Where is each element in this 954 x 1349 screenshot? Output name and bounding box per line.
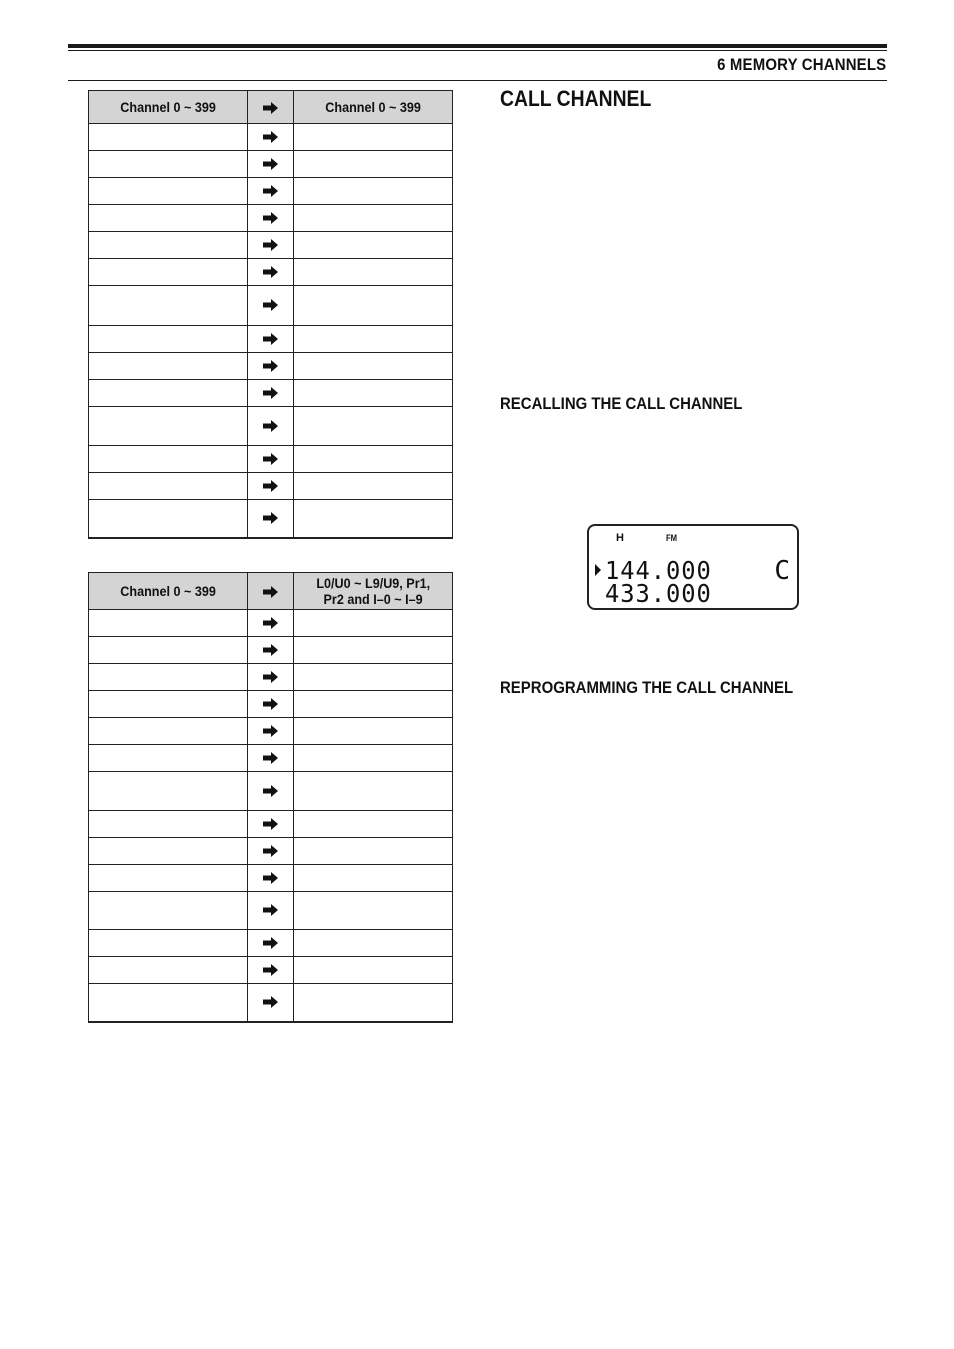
right-arrow-icon bbox=[263, 644, 278, 656]
table-row bbox=[89, 718, 453, 745]
arrow-cell bbox=[248, 259, 294, 286]
table-row bbox=[89, 353, 453, 380]
table-row bbox=[89, 205, 453, 232]
table-row bbox=[89, 772, 453, 811]
right-arrow-icon bbox=[263, 752, 278, 764]
source-cell bbox=[89, 286, 248, 326]
arrow-cell bbox=[248, 380, 294, 407]
destination-cell bbox=[294, 407, 453, 446]
destination-cell bbox=[294, 718, 453, 745]
header-rule-under bbox=[68, 80, 887, 81]
destination-cell bbox=[294, 326, 453, 353]
source-cell bbox=[89, 838, 248, 865]
right-arrow-icon bbox=[263, 266, 278, 278]
right-arrow-icon bbox=[263, 158, 278, 170]
arrow-cell bbox=[248, 718, 294, 745]
table1-header-destination: Channel 0 ~ 399 bbox=[294, 91, 453, 124]
right-arrow-icon bbox=[263, 937, 278, 949]
table-row bbox=[89, 178, 453, 205]
table1-header-arrow bbox=[248, 91, 294, 124]
table-row bbox=[89, 984, 453, 1022]
call-channel-heading: CALL CHANNEL bbox=[500, 86, 652, 111]
right-arrow-icon bbox=[263, 387, 278, 399]
right-arrow-icon bbox=[263, 131, 278, 143]
arrow-cell bbox=[248, 745, 294, 772]
arrow-cell bbox=[248, 865, 294, 892]
mode-indicator: FM bbox=[665, 533, 678, 543]
right-arrow-icon bbox=[263, 102, 278, 114]
right-arrow-icon bbox=[263, 996, 278, 1008]
destination-cell bbox=[294, 838, 453, 865]
right-arrow-icon bbox=[263, 845, 278, 857]
destination-cell bbox=[294, 232, 453, 259]
header-rule-thick bbox=[68, 44, 887, 48]
destination-cell bbox=[294, 637, 453, 664]
source-cell bbox=[89, 178, 248, 205]
table2-header-arrow bbox=[248, 573, 294, 610]
table-row bbox=[89, 865, 453, 892]
arrow-cell bbox=[248, 353, 294, 380]
arrow-cell bbox=[248, 664, 294, 691]
source-cell bbox=[89, 610, 248, 637]
source-cell bbox=[89, 473, 248, 500]
source-cell bbox=[89, 232, 248, 259]
right-arrow-icon bbox=[263, 239, 278, 251]
arrow-cell bbox=[248, 930, 294, 957]
arrow-cell bbox=[248, 178, 294, 205]
destination-cell bbox=[294, 178, 453, 205]
table-row bbox=[89, 610, 453, 637]
arrow-cell bbox=[248, 446, 294, 473]
arrow-cell bbox=[248, 892, 294, 930]
frequency-band-a: 144.000 bbox=[605, 556, 712, 585]
table-row bbox=[89, 637, 453, 664]
right-arrow-icon bbox=[263, 725, 278, 737]
arrow-cell bbox=[248, 772, 294, 811]
table2-header-destination: L0/U0 ~ L9/U9, Pr1, Pr2 and I–0 ~ I–9 bbox=[294, 573, 453, 610]
arrow-cell bbox=[248, 691, 294, 718]
source-cell bbox=[89, 718, 248, 745]
destination-cell bbox=[294, 865, 453, 892]
destination-cell bbox=[294, 892, 453, 930]
power-indicator: H bbox=[616, 532, 624, 544]
right-arrow-icon bbox=[263, 420, 278, 432]
table2-header-source: Channel 0 ~ 399 bbox=[89, 573, 248, 610]
arrow-cell bbox=[248, 811, 294, 838]
destination-cell bbox=[294, 259, 453, 286]
arrow-cell bbox=[248, 473, 294, 500]
destination-cell bbox=[294, 205, 453, 232]
arrow-cell bbox=[248, 407, 294, 446]
right-arrow-icon bbox=[263, 964, 278, 976]
source-cell bbox=[89, 930, 248, 957]
arrow-cell bbox=[248, 151, 294, 178]
source-cell bbox=[89, 865, 248, 892]
lcd-display bbox=[587, 524, 799, 610]
table-row bbox=[89, 957, 453, 984]
destination-cell bbox=[294, 957, 453, 984]
table-row bbox=[89, 811, 453, 838]
table-row bbox=[89, 446, 453, 473]
source-cell bbox=[89, 380, 248, 407]
source-cell bbox=[89, 637, 248, 664]
source-cell bbox=[89, 124, 248, 151]
reprogramming-heading: REPROGRAMMING THE CALL CHANNEL bbox=[500, 678, 794, 697]
destination-cell bbox=[294, 691, 453, 718]
source-cell bbox=[89, 957, 248, 984]
arrow-cell bbox=[248, 957, 294, 984]
table-row bbox=[89, 745, 453, 772]
right-arrow-icon bbox=[263, 904, 278, 916]
source-cell bbox=[89, 446, 248, 473]
memory-transfer-table-2 bbox=[88, 572, 453, 1023]
source-cell bbox=[89, 691, 248, 718]
source-cell bbox=[89, 353, 248, 380]
source-cell bbox=[89, 664, 248, 691]
source-cell bbox=[89, 500, 248, 538]
destination-cell bbox=[294, 610, 453, 637]
right-arrow-icon bbox=[263, 299, 278, 311]
right-arrow-icon bbox=[263, 818, 278, 830]
arrow-cell bbox=[248, 610, 294, 637]
destination-cell bbox=[294, 124, 453, 151]
destination-cell bbox=[294, 930, 453, 957]
right-arrow-icon bbox=[263, 872, 278, 884]
right-arrow-icon bbox=[263, 671, 278, 683]
table-row bbox=[89, 259, 453, 286]
destination-cell bbox=[294, 664, 453, 691]
table-row bbox=[89, 500, 453, 538]
source-cell bbox=[89, 205, 248, 232]
table-row bbox=[89, 892, 453, 930]
table-row bbox=[89, 930, 453, 957]
source-cell bbox=[89, 259, 248, 286]
destination-cell bbox=[294, 984, 453, 1022]
arrow-cell bbox=[248, 124, 294, 151]
destination-cell bbox=[294, 286, 453, 326]
destination-cell bbox=[294, 151, 453, 178]
table-row bbox=[89, 286, 453, 326]
table-row bbox=[89, 380, 453, 407]
source-cell bbox=[89, 326, 248, 353]
recalling-heading: RECALLING THE CALL CHANNEL bbox=[500, 394, 743, 413]
table-row bbox=[89, 407, 453, 446]
lcd-pointer-icon bbox=[595, 564, 601, 576]
right-arrow-icon bbox=[263, 480, 278, 492]
table-row bbox=[89, 664, 453, 691]
arrow-cell bbox=[248, 205, 294, 232]
table-row bbox=[89, 691, 453, 718]
destination-cell bbox=[294, 500, 453, 538]
arrow-cell bbox=[248, 984, 294, 1022]
source-cell bbox=[89, 151, 248, 178]
table1-header-source: Channel 0 ~ 399 bbox=[89, 91, 248, 124]
header-rule-thin bbox=[68, 50, 887, 51]
source-cell bbox=[89, 772, 248, 811]
right-arrow-icon bbox=[263, 698, 278, 710]
right-arrow-icon bbox=[263, 185, 278, 197]
chapter-title: 6 MEMORY CHANNELS bbox=[716, 55, 886, 74]
table-row bbox=[89, 232, 453, 259]
right-arrow-icon bbox=[263, 617, 278, 629]
right-arrow-icon bbox=[263, 360, 278, 372]
table-row bbox=[89, 151, 453, 178]
right-arrow-icon bbox=[263, 333, 278, 345]
arrow-cell bbox=[248, 326, 294, 353]
destination-cell bbox=[294, 772, 453, 811]
frequency-band-b: 433.000 bbox=[605, 579, 712, 608]
destination-cell bbox=[294, 353, 453, 380]
source-cell bbox=[89, 984, 248, 1022]
table-row bbox=[89, 326, 453, 353]
right-arrow-icon bbox=[263, 586, 278, 598]
arrow-cell bbox=[248, 232, 294, 259]
destination-cell bbox=[294, 745, 453, 772]
destination-cell bbox=[294, 446, 453, 473]
source-cell bbox=[89, 407, 248, 446]
memory-transfer-table-1 bbox=[88, 90, 453, 539]
destination-cell bbox=[294, 811, 453, 838]
source-cell bbox=[89, 745, 248, 772]
destination-cell bbox=[294, 473, 453, 500]
right-arrow-icon bbox=[263, 785, 278, 797]
right-arrow-icon bbox=[263, 212, 278, 224]
arrow-cell bbox=[248, 500, 294, 538]
table-row bbox=[89, 473, 453, 500]
source-cell bbox=[89, 811, 248, 838]
right-arrow-icon bbox=[263, 453, 278, 465]
source-cell bbox=[89, 892, 248, 930]
right-arrow-icon bbox=[263, 512, 278, 524]
destination-cell bbox=[294, 380, 453, 407]
table-row bbox=[89, 838, 453, 865]
arrow-cell bbox=[248, 838, 294, 865]
arrow-cell bbox=[248, 286, 294, 326]
call-channel-indicator: C bbox=[774, 556, 790, 586]
arrow-cell bbox=[248, 637, 294, 664]
table-row bbox=[89, 124, 453, 151]
